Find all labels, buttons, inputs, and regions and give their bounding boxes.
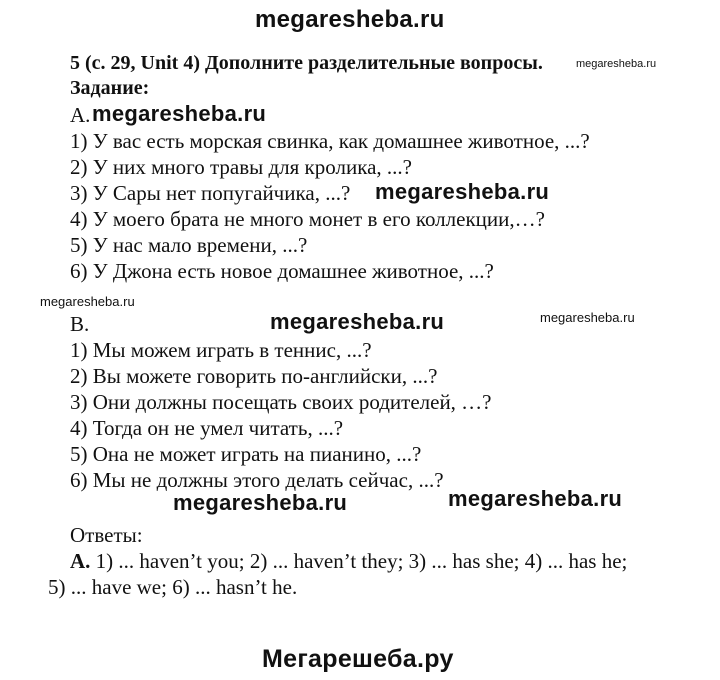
section-a-label: A. xyxy=(70,103,91,127)
section-a-item: 3) У Сары нет попугайчика, ...? xyxy=(70,181,351,205)
watermark-small-left: megaresheba.ru xyxy=(40,294,135,309)
watermark-bottom-right: megaresheba.ru xyxy=(448,486,623,511)
answers-a-label: А. xyxy=(70,549,91,573)
section-a-item: 1) У вас есть морская свинка, как домашнее животное, ...? xyxy=(70,129,590,153)
watermark-bottom-left: megaresheba.ru xyxy=(173,490,348,515)
section-b-label: B. xyxy=(70,312,90,336)
section-b-item: 6) Мы не должны этого делать сейчас, ...? xyxy=(70,468,444,492)
answers-a-line1 xyxy=(70,549,627,574)
task-label: Задание: xyxy=(70,77,150,99)
answers-a-text: 1) ... haven’t you; 2) ... haven’t they; 3) ... has she; 4) ... has he; xyxy=(90,549,628,573)
section-b-item: 5) Она не может играть на пианино, ...? xyxy=(70,442,422,466)
watermark-top: megaresheba.ru xyxy=(255,6,445,33)
section-b-item: 1) Мы можем играть в теннис, ...? xyxy=(70,338,372,362)
task-title: 5 (с. 29, Unit 4) Дополните разделительные вопросы. xyxy=(70,52,543,74)
section-b-item: 4) Тогда он не умел читать, ...? xyxy=(70,416,344,440)
section-b-item: 3) Они должны посещать своих родителей, …? xyxy=(70,390,492,414)
section-a-item: 5) У нас мало времени, ...? xyxy=(70,233,308,257)
section-b-item: 2) Вы можете говорить по-английски, ...? xyxy=(70,364,438,388)
watermark-footer: Мегарешеба.ру xyxy=(262,645,454,673)
answers-label: Ответы: xyxy=(70,523,143,547)
section-a-item: 6) У Джона есть новое домашнее животное, ...? xyxy=(70,259,494,283)
answers-a-line2: 5) ... have we; 6) ... hasn’t he. xyxy=(48,575,298,599)
watermark-small-right: megaresheba.ru xyxy=(540,310,635,325)
watermark-inline-b: megaresheba.ru xyxy=(270,309,445,334)
section-a-item: 2) У них много травы для кролика, ...? xyxy=(70,155,412,179)
section-a-item: 4) У моего брата не много монет в его коллекции,…? xyxy=(70,207,545,231)
watermark-inline-a3: megaresheba.ru xyxy=(375,179,550,204)
watermark-header-small: megaresheba.ru xyxy=(576,58,657,70)
watermark-inline-a: megaresheba.ru xyxy=(92,101,267,126)
